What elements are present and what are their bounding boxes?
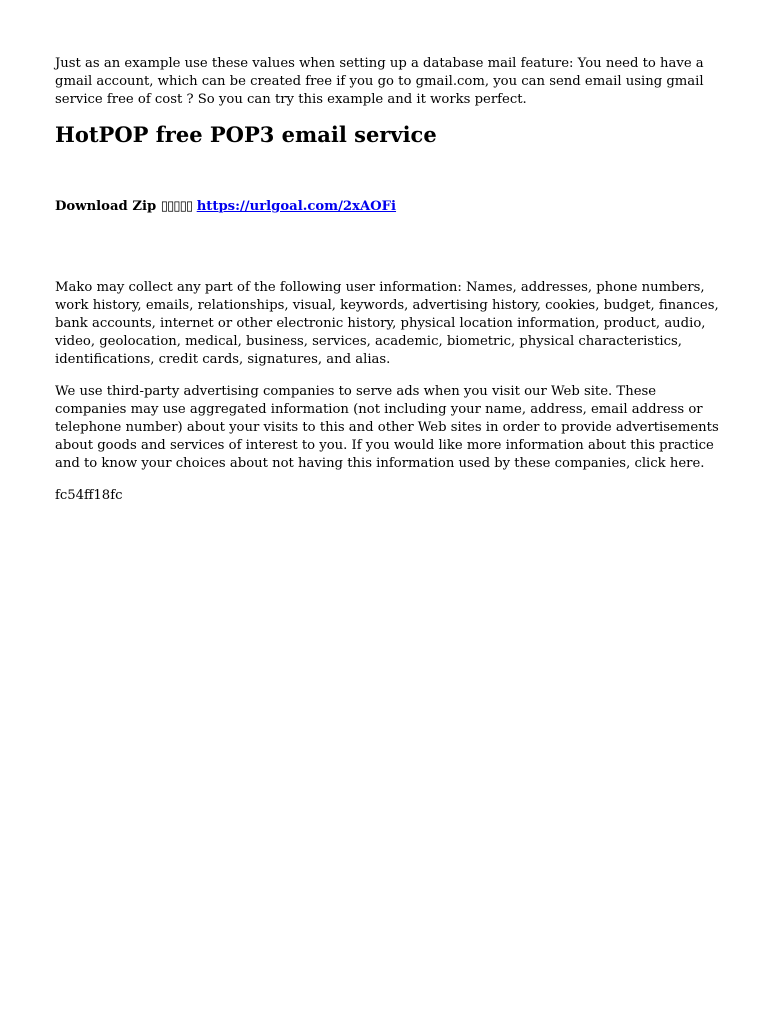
download-label: Download Zip xyxy=(55,199,157,214)
page-title: HotPOP free POP3 email service xyxy=(55,122,437,147)
download-link[interactable]: https://urlgoal.com/2xAOFi xyxy=(196,199,397,214)
download-line xyxy=(55,198,720,216)
intro-paragraph: Just as an example use these values when setting up a database mail feature: You need to have a gmail account, which can be created free if you go to gmail.com, you can send email using gmail service free of cost ? So you can try this example and it works perfect. xyxy=(55,56,704,107)
missing-glyph-boxes: ▯▯▯▯▯ xyxy=(160,199,193,214)
hash-code-text: fc54ff18fc xyxy=(55,488,123,503)
collect-info-paragraph: Mako may collect any part of the following user information: Names, addresses, phone numbers, work history, emails, relationships, visual, keywords, advertising history, cookies, budget, finances, bank accounts, internet or other electronic history, physical location information, product, audio, video, geolocation, medical, business, services, academic, biometric, physical characteristics, identifications, credit cards, signatures, and alias. xyxy=(55,280,719,367)
advertising-paragraph: We use third-party advertising companies to serve ads when you visit our Web site. These companies may use aggregated information (not including your name, address, email address or telephone number) about your visits to this and other Web sites in order to provide advertisements about goods and services of interest to you. If you would like more information about this practice and to know your choices about not having this information used by these companies, click here. xyxy=(55,384,719,471)
document-page xyxy=(55,55,720,505)
